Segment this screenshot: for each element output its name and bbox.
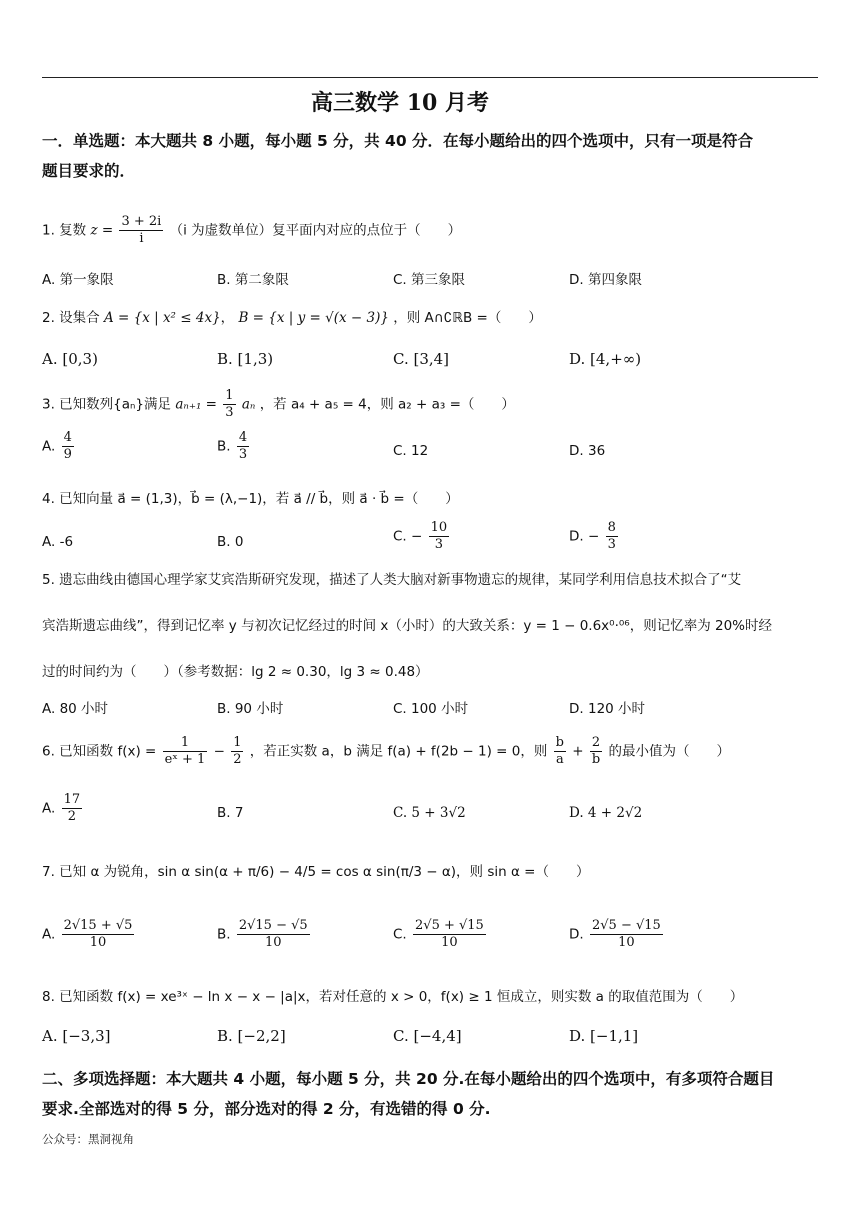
q7-option-d: D. $\frac{2√5 - √15}{10}$ xyxy=(569,918,661,950)
q5-option-b: B. 90 小时 xyxy=(217,701,284,717)
q3-option-d: D. 36 xyxy=(569,443,606,459)
page-title: 高三数学 10 月考 xyxy=(311,90,489,116)
q7-option-a: A. $\frac{2√15 + √5}{10}$ xyxy=(42,918,133,950)
question-4: 4. 已知向量 a⃗ = (1,3)，b⃗ = (λ,−1)，若 a⃗ // b⃗，则 a⃗ · b⃗ =（ ） xyxy=(42,491,459,507)
q5-option-a: A. 80 小时 xyxy=(42,701,109,717)
q3-option-a: A. $\frac{4}{9}$ xyxy=(42,430,72,462)
q1-fraction: $\frac{3 + 2i}{i}$ xyxy=(121,214,162,246)
q7-option-b: B. $\frac{2√15 - √5}{10}$ xyxy=(217,918,308,950)
question-8: 8. 已知函数 f(x) = xe³ˣ − ln x − x − |a|x，若对任意的 x > 0，f(x) ≥ 1 恒成立，则实数 a 的取值范围为（ ） xyxy=(42,989,744,1005)
q7-option-c: C. $\frac{2√5 + √15}{10}$ xyxy=(393,918,484,950)
q2-option-a: A. [0,3) xyxy=(42,350,98,368)
q6-option-b: B. 7 xyxy=(217,805,244,821)
q2-option-d: D. [4,+∞) xyxy=(569,350,642,368)
question-6: 6. 已知函数 f(x) = $\frac{1}{\text{eˣ + 1}}$ − $\frac{1}{2}$ ，若正实数 a，b 满足 f(a) + f(2b − 1) = 0，则 $\frac{b}{a}$ + $\frac{2}{b}$ 的最小值为（ ） xyxy=(42,735,731,767)
question-3: 3. 已知数列{aₙ}满足 aₙ₊₁ = $\frac{1}{3}$ aₙ ，若 a₄ + a₅ = 4，则 a₂ + a₃ =（ ） xyxy=(42,388,515,420)
q5-option-c: C. 100 小时 xyxy=(393,701,469,717)
q6-option-c: C. 5 + 3√2 xyxy=(393,805,466,821)
question-1: 1. 复数 z = $\frac{3 + 2i}{i}$ （i 为虚数单位）复平面内对应的点位于（ ） xyxy=(42,214,462,246)
q6-option-d: D. 4 + 2√2 xyxy=(569,805,643,821)
question-5: 5. 遗忘曲线由德国心理学家艾宾浩斯研究发现，描述了人类大脑对新事物遗忘的规律，某同学利用信息技术拟合了“艾 宾浩斯遗忘曲线”，得到记忆率 y 与初次记忆经过的时间 x（小时）的大致关系：y = 1 − 0.6x⁰·⁰⁶，则记忆率为 20%时经 过的时间约为（ ）（参考数据：lg 2 ≈ 0.30，lg 3 ≈ 0.48） xyxy=(42,572,772,680)
q4-option-d: D. − $\frac{8}{3}$ xyxy=(569,520,616,552)
section2-heading: 二、多项选择题：本大题共 4 小题，每小题 5 分，共 20 分.在每小题给出的四个选项中，有多项符合题目 要求.全部选对的得 5 分，部分选对的得 2 分，有选错的得 0 分. xyxy=(42,1070,775,1118)
q4-option-a: A. -6 xyxy=(42,534,74,550)
q3-fraction: $\frac{1}{3}$ xyxy=(225,388,234,420)
question-7: 7. 已知 α 为锐角，sin α sin(α + π/6) − 4/5 = cos α sin(π/3 − α)，则 sin α =（ ） xyxy=(42,864,590,880)
header-rule xyxy=(42,77,818,78)
q1-option-a: A. 第一象限 xyxy=(42,272,114,288)
q4-option-b: B. 0 xyxy=(217,534,244,550)
q2-option-b: B. [1,3) xyxy=(217,350,274,368)
q8-option-c: C. [−4,4] xyxy=(393,1027,462,1045)
q3-option-c: C. 12 xyxy=(393,443,429,459)
q3-option-b: B. $\frac{4}{3}$ xyxy=(217,430,248,462)
q4-option-c: C. − $\frac{10}{3}$ xyxy=(393,520,448,552)
q2-option-c: C. [3,4] xyxy=(393,350,450,368)
section1-heading: 一．单选题：本大题共 8 小题，每小题 5 分，共 40 分．在每小题给出的四个选项中，只有一项是符合 题目要求的． xyxy=(42,132,754,180)
q1-option-b: B. 第二象限 xyxy=(217,272,289,288)
q8-option-a: A. [−3,3] xyxy=(42,1027,111,1045)
q5-option-d: D. 120 小时 xyxy=(569,701,646,717)
question-2: 2. 设集合 A = {x | x² ≤ 4x}， B = {x | y = √(x − 3)} ，则 A∩∁ℝB =（ ） xyxy=(42,310,542,326)
q1-option-c: C. 第三象限 xyxy=(393,272,466,288)
q6-option-a: A. $\frac{17}{2}$ xyxy=(42,792,81,824)
q8-option-b: B. [−2,2] xyxy=(217,1027,286,1045)
q8-option-d: D. [−1,1] xyxy=(569,1027,639,1045)
footer-credit: 公众号：黑洞视角 xyxy=(42,1132,134,1146)
q1-option-d: D. 第四象限 xyxy=(569,272,642,288)
